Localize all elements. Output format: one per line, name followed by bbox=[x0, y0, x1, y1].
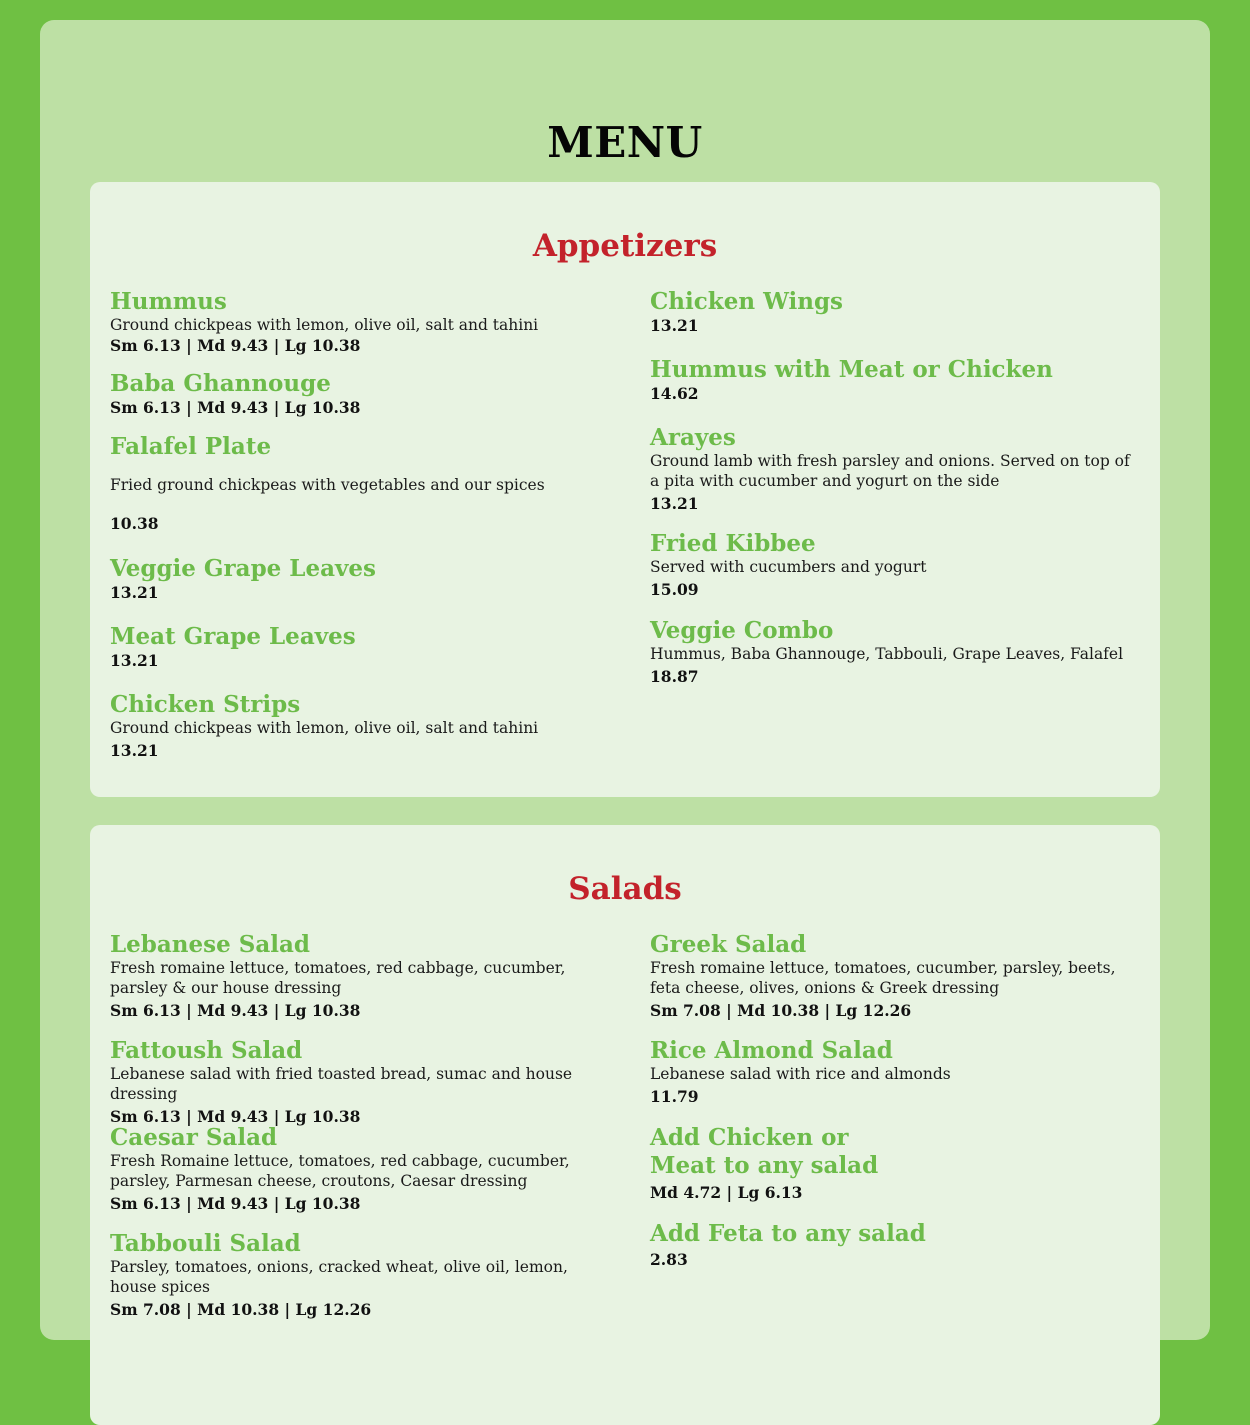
item-name: Arayes bbox=[650, 424, 736, 451]
item-price: Sm 6.13 | Md 9.43 | Lg 10.38 bbox=[110, 1001, 361, 1020]
item-description: Fresh romaine lettuce, tomatoes, red cabbage, cucumber, parsley & our house dressing bbox=[110, 959, 566, 997]
section-title-salads: Salads bbox=[568, 871, 682, 907]
menu-item bbox=[650, 530, 1140, 600]
appetizers-section bbox=[90, 182, 1160, 797]
item-description: Ground lamb with fresh parsley and onions. Served on top of a pita with cucumber and yogurt on the side bbox=[650, 452, 1130, 490]
item-name: Add Feta to any salad bbox=[650, 1220, 926, 1247]
item-name: Hummus with Meat or Chicken bbox=[650, 356, 1053, 383]
menu-item bbox=[650, 1124, 1140, 1203]
item-name: Tabbouli Salad bbox=[110, 1230, 301, 1257]
menu-item bbox=[650, 931, 1140, 1021]
item-name: Rice Almond Salad bbox=[650, 1037, 893, 1064]
item-description: Lebanese salad with fried toasted bread, sumac and house dressing bbox=[110, 1065, 573, 1103]
item-description: Fresh romaine lettuce, tomatoes, cucumber, parsley, beets, feta cheese, olives, onions & Greek dressing bbox=[650, 959, 1116, 997]
menu-item bbox=[650, 424, 1140, 514]
menu-item bbox=[650, 288, 1140, 336]
menu-item bbox=[110, 288, 600, 356]
item-name: Add Chicken or Meat to any salad bbox=[650, 1124, 879, 1179]
item-description: Fresh Romaine lettuce, tomatoes, red cabbage, cucumber, parsley, Parmesan cheese, croutons, Caesar dressing bbox=[110, 1152, 570, 1190]
item-price: 15.09 bbox=[650, 580, 699, 599]
item-name: Meat Grape Leaves bbox=[110, 623, 356, 650]
menu-item bbox=[650, 1220, 1140, 1270]
item-name: Veggie Combo bbox=[650, 617, 834, 644]
menu-item bbox=[110, 555, 600, 603]
item-price: 13.21 bbox=[110, 583, 159, 602]
menu-page bbox=[40, 20, 1210, 1340]
item-price: 2.83 bbox=[650, 1250, 688, 1269]
item-price: 14.62 bbox=[650, 384, 699, 403]
menu-item bbox=[650, 617, 1140, 687]
item-description: Ground chickpeas with lemon, olive oil, salt and tahini bbox=[110, 316, 539, 334]
item-description: Fried ground chickpeas with vegetables and our spices bbox=[110, 476, 545, 494]
menu-item bbox=[110, 1230, 600, 1320]
item-description: Parsley, tomatoes, onions, cracked wheat, olive oil, lemon, house spices bbox=[110, 1258, 568, 1296]
item-name: Lebanese Salad bbox=[110, 931, 310, 958]
item-name: Baba Ghannouge bbox=[110, 370, 331, 397]
item-description: Served with cucumbers and yogurt bbox=[650, 558, 927, 576]
salads-section bbox=[90, 825, 1160, 1425]
menu-item bbox=[650, 356, 1140, 404]
menu-item bbox=[110, 623, 600, 671]
item-price: 11.79 bbox=[650, 1087, 699, 1106]
item-name: Fried Kibbee bbox=[650, 530, 816, 557]
menu-item bbox=[110, 370, 600, 418]
item-price: 13.21 bbox=[650, 316, 699, 335]
menu-item bbox=[110, 1124, 600, 1214]
item-name: Hummus bbox=[110, 288, 227, 315]
menu-item bbox=[110, 691, 600, 761]
item-description: Ground chickpeas with lemon, olive oil, salt and tahini bbox=[110, 719, 539, 737]
item-price: 18.87 bbox=[650, 667, 699, 686]
menu-item bbox=[110, 433, 600, 534]
menu-item bbox=[110, 1037, 600, 1127]
menu-item bbox=[650, 1037, 1140, 1107]
item-price: Sm 6.13 | Md 9.43 | Lg 10.38 bbox=[110, 1194, 361, 1213]
menu-item bbox=[110, 931, 600, 1021]
item-price: Sm 6.13 | Md 9.43 | Lg 10.38 bbox=[110, 336, 361, 355]
item-price: Sm 6.13 | Md 9.43 | Lg 10.38 bbox=[110, 1107, 361, 1126]
item-price: 13.21 bbox=[650, 494, 699, 513]
item-name: Caesar Salad bbox=[110, 1124, 278, 1151]
item-description: Hummus, Baba Ghannouge, Tabbouli, Grape Leaves, Falafel bbox=[650, 645, 1124, 663]
item-name: Chicken Wings bbox=[650, 288, 843, 315]
item-name: Veggie Grape Leaves bbox=[110, 555, 376, 582]
item-price: Sm 7.08 | Md 10.38 | Lg 12.26 bbox=[650, 1001, 912, 1020]
item-name: Fattoush Salad bbox=[110, 1037, 303, 1064]
item-name: Falafel Plate bbox=[110, 433, 272, 460]
item-price: 13.21 bbox=[110, 651, 159, 670]
item-price: Md 4.72 | Lg 6.13 bbox=[650, 1183, 803, 1202]
item-description: Lebanese salad with rice and almonds bbox=[650, 1065, 951, 1083]
item-name: Greek Salad bbox=[650, 931, 807, 958]
item-price: 10.38 bbox=[110, 514, 159, 533]
item-price: Sm 7.08 | Md 10.38 | Lg 12.26 bbox=[110, 1300, 372, 1319]
section-title-appetizers: Appetizers bbox=[532, 228, 718, 264]
item-name: Chicken Strips bbox=[110, 691, 301, 718]
page-title: MENU bbox=[547, 118, 703, 167]
item-price: 13.21 bbox=[110, 741, 159, 760]
item-price: Sm 6.13 | Md 9.43 | Lg 10.38 bbox=[110, 398, 361, 417]
